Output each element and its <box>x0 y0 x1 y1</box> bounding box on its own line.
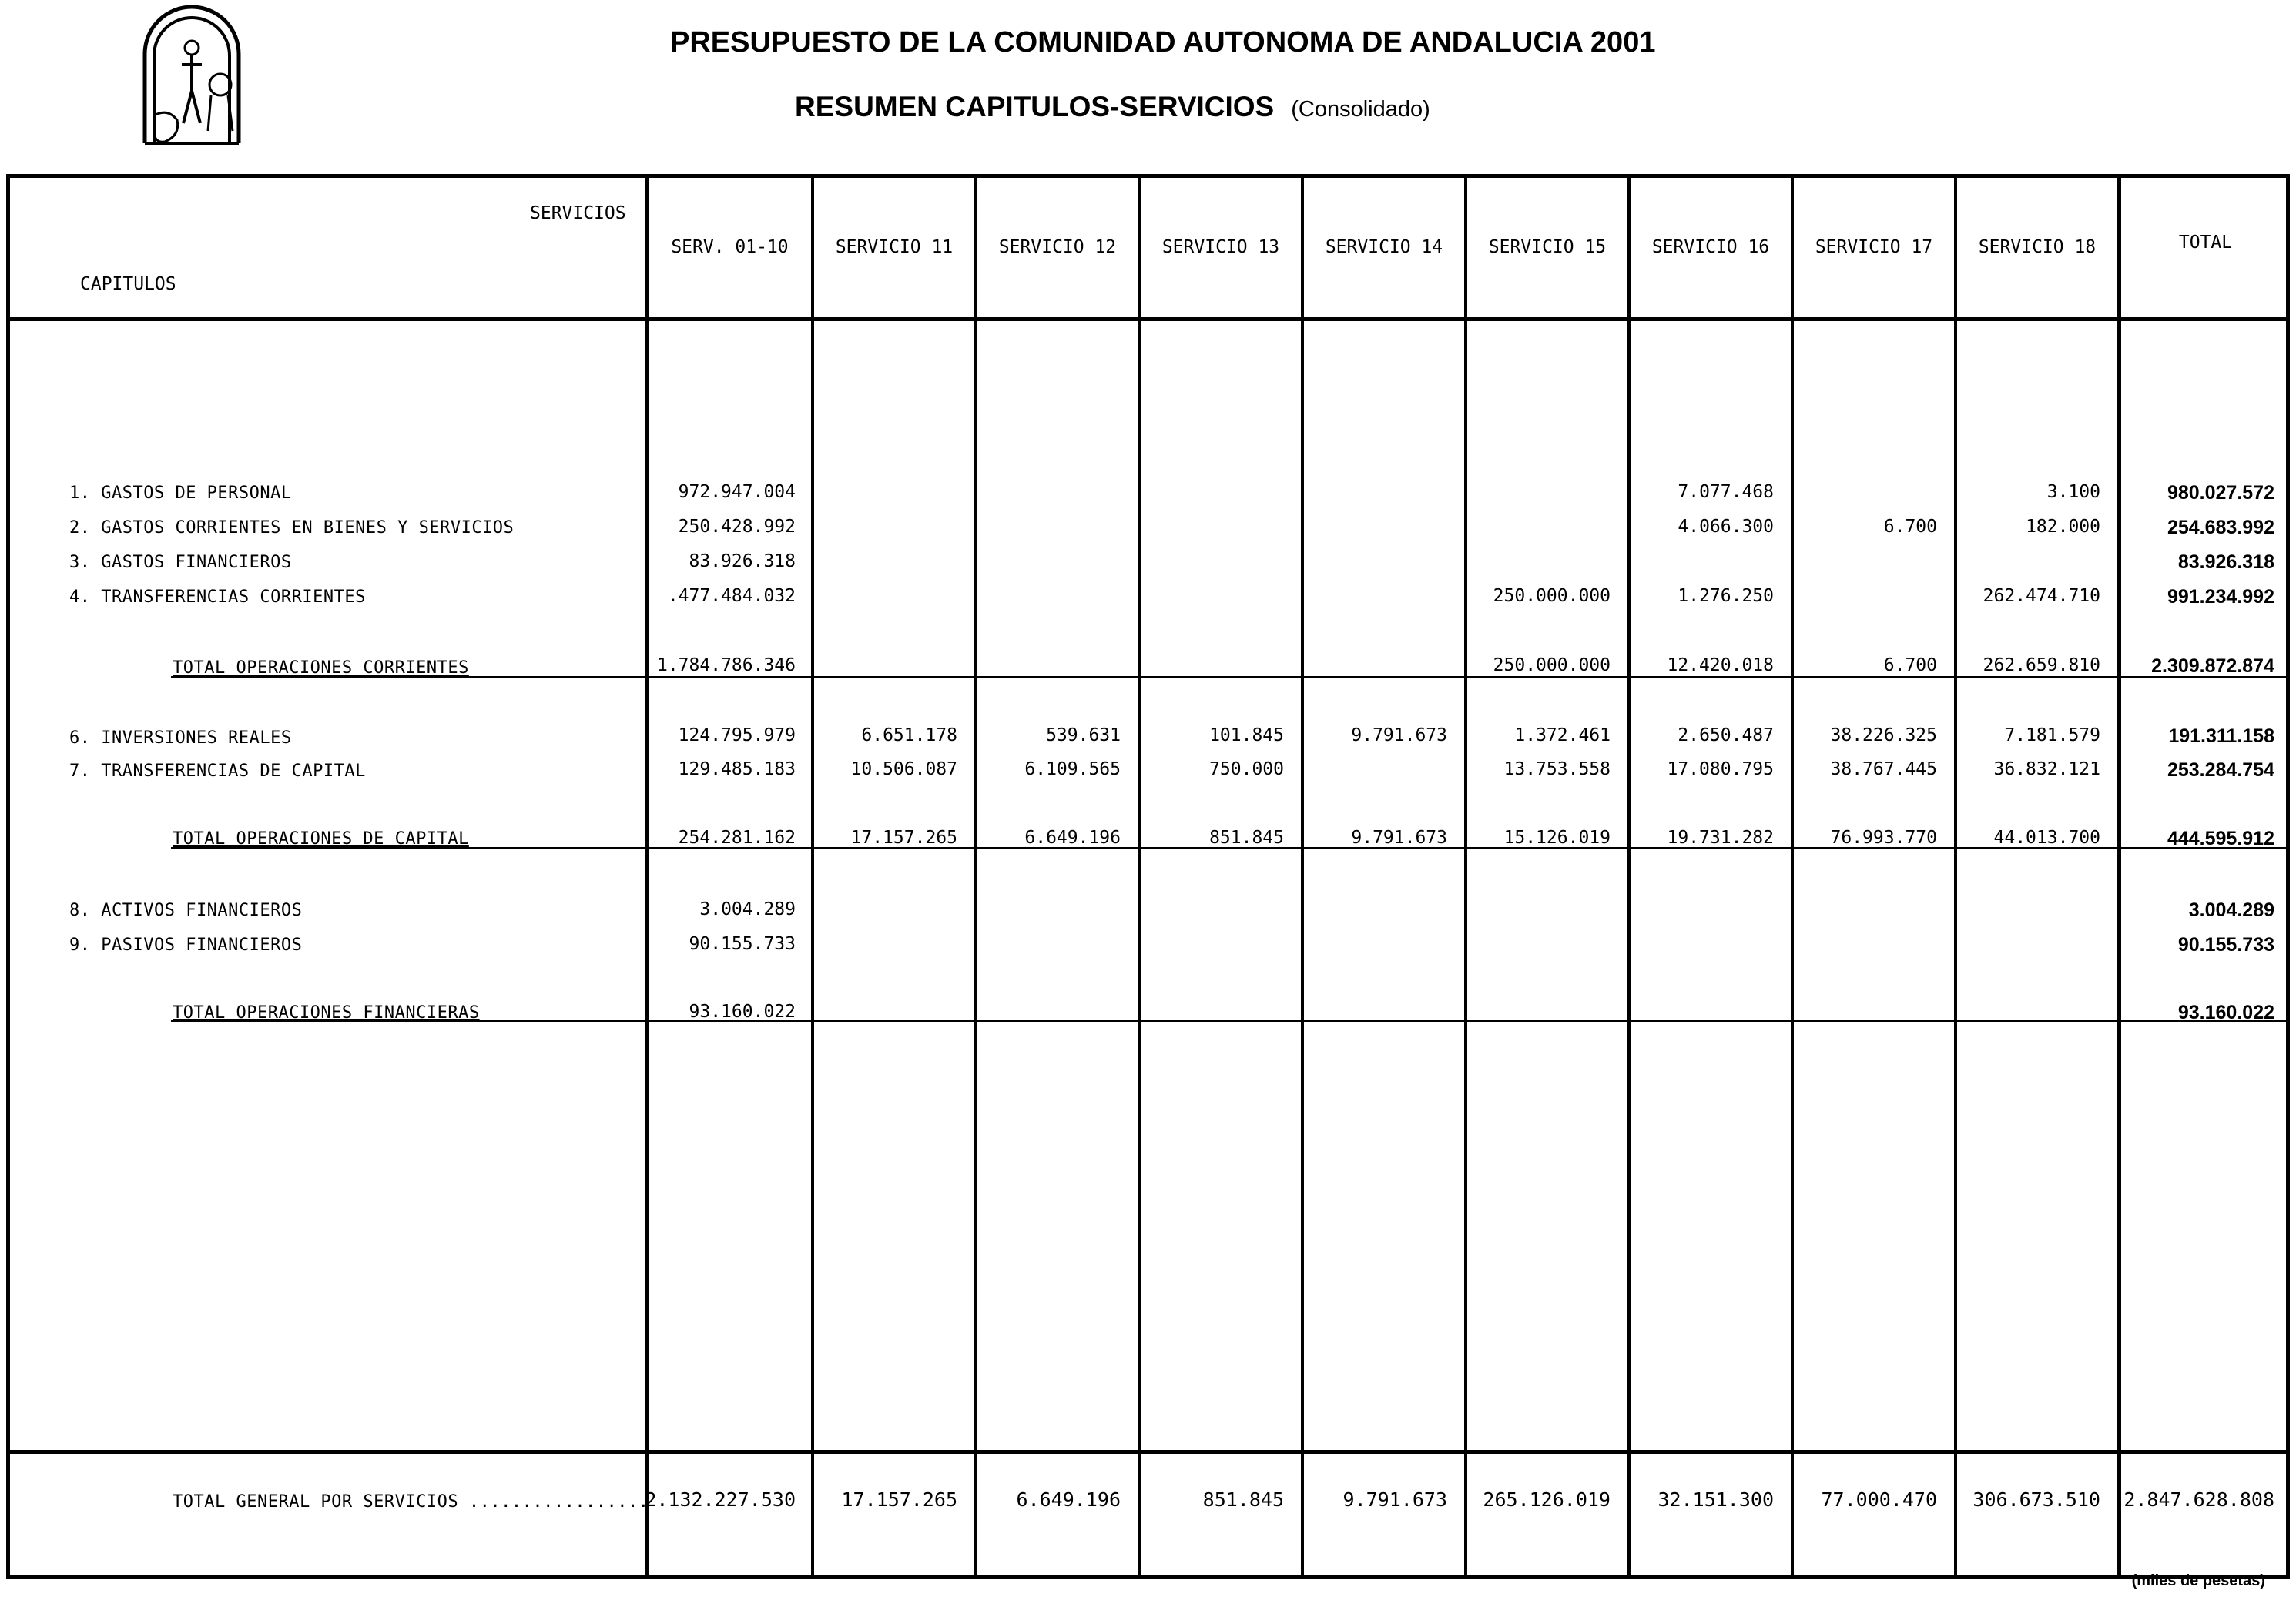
table-cell: 93.160.022 <box>2177 1002 2274 1023</box>
table-cell: 90.155.733 <box>2177 934 2274 956</box>
table-cell: 972.947.004 <box>678 482 796 502</box>
grand-total-cell: 851.845 <box>1202 1488 1284 1511</box>
subtotal-label: TOTAL OPERACIONES DE CAPITAL <box>173 829 469 849</box>
table-cell: 15.126.019 <box>1503 828 1611 848</box>
table-cell: 90.155.733 <box>689 934 796 954</box>
table-cell: 253.284.754 <box>2167 759 2274 781</box>
table-cell: 12.420.018 <box>1667 655 1774 675</box>
table-cell: 7.077.468 <box>1678 482 1774 502</box>
table-cell: 262.659.810 <box>1983 655 2100 675</box>
col-header: SERVICIO 16 <box>1651 237 1770 257</box>
grand-total-divider <box>6 1450 2290 1454</box>
table-cell: 1.784.786.346 <box>656 655 796 675</box>
table-cell: 10.506.087 <box>850 759 957 779</box>
subtotal-label: TOTAL OPERACIONES CORRIENTES <box>173 658 469 678</box>
corner-servicios: SERVICIOS <box>530 203 626 223</box>
table-cell: 124.795.979 <box>678 725 796 745</box>
table-cell: 101.845 <box>1209 725 1284 745</box>
table-cell: 6.700 <box>1883 517 1937 537</box>
table-cell: 129.485.183 <box>678 759 796 779</box>
table-cell: 539.631 <box>1046 725 1121 745</box>
col-header: SERVICIO 18 <box>1978 237 2097 257</box>
table-cell: 254.281.162 <box>678 828 796 848</box>
table-cell: 83.926.318 <box>2177 551 2274 573</box>
table-cell: 6.651.178 <box>861 725 957 745</box>
table-cell: 9.791.673 <box>1351 725 1447 745</box>
table-cell: 182.000 <box>2026 517 2100 537</box>
subtotal-line <box>171 1020 2290 1022</box>
col-divider <box>974 174 977 1579</box>
row-label: 1. GASTOS DE PERSONAL <box>69 484 292 503</box>
table-cell: 9.791.673 <box>1351 828 1447 848</box>
table-cell: 38.767.445 <box>1830 759 1937 779</box>
table-cell: 38.226.325 <box>1830 725 1937 745</box>
table-cell: 191.311.158 <box>2168 725 2274 747</box>
table-cell: 2.309.872.874 <box>2151 655 2274 677</box>
table-cell: 4.066.300 <box>1678 517 1774 537</box>
col-divider <box>1791 174 1794 1579</box>
table-cell: 83.926.318 <box>689 551 796 571</box>
grand-total-cell: 77.000.470 <box>1821 1488 1937 1511</box>
table-cell: 250.000.000 <box>1493 586 1611 606</box>
grand-total-cell: 2.132.227.530 <box>645 1488 796 1511</box>
col-divider <box>1301 174 1304 1579</box>
col-header: SERVICIO 11 <box>835 237 954 257</box>
grand-total-cell: 6.649.196 <box>1016 1488 1121 1511</box>
table-cell: 6.700 <box>1883 655 1937 675</box>
row-label: 4. TRANSFERENCIAS CORRIENTES <box>69 588 366 607</box>
col-header: SERVICIO 15 <box>1488 237 1607 257</box>
row-label: 7. TRANSFERENCIAS DE CAPITAL <box>69 762 366 781</box>
table-cell: 17.157.265 <box>850 828 957 848</box>
col-divider <box>1138 174 1141 1579</box>
corner-capitulos: CAPITULOS <box>80 274 176 294</box>
units-note: (miles de pesetas) <box>2131 1572 2265 1589</box>
table-cell: 76.993.770 <box>1830 828 1937 848</box>
grand-total-cell: 9.791.673 <box>1342 1488 1447 1511</box>
col-divider <box>1464 174 1467 1579</box>
col-header: SERV. 01-10 <box>671 237 789 257</box>
table-cell: 444.595.912 <box>2167 828 2274 849</box>
col-header: SERVICIO 12 <box>998 237 1117 257</box>
col-header-total: TOTAL <box>2178 233 2233 253</box>
grand-total-label: TOTAL GENERAL POR SERVICIOS ................. <box>173 1492 649 1512</box>
row-label: 3. GASTOS FINANCIEROS <box>69 553 292 572</box>
table-cell: 980.027.572 <box>2167 482 2274 504</box>
grand-total-cell: 265.126.019 <box>1483 1488 1611 1511</box>
table-cell: 6.649.196 <box>1024 828 1121 848</box>
col-divider <box>645 174 649 1579</box>
table-cell: 750.000 <box>1209 759 1284 779</box>
col-divider-total <box>2117 174 2121 1579</box>
table-cell: 250.000.000 <box>1493 655 1611 675</box>
junta-andalucia-logo <box>137 0 246 151</box>
table-cell: 36.832.121 <box>1993 759 2100 779</box>
col-divider <box>811 174 814 1579</box>
table-cell: 3.004.289 <box>699 899 796 919</box>
page-subtitle <box>795 91 1430 123</box>
table-cell: 262.474.710 <box>1983 586 2100 606</box>
table-cell: 93.160.022 <box>689 1002 796 1022</box>
table-cell: 13.753.558 <box>1503 759 1611 779</box>
col-divider <box>1954 174 1957 1579</box>
table-cell: 991.234.992 <box>2167 586 2274 608</box>
table-cell: 1.276.250 <box>1678 586 1774 606</box>
summary-table <box>6 174 2290 1579</box>
subtotal-label: TOTAL OPERACIONES FINANCIERAS <box>173 1003 480 1023</box>
subtotal-line <box>171 676 2290 678</box>
table-cell: 7.181.579 <box>2004 725 2100 745</box>
col-divider <box>1627 174 1631 1579</box>
grand-total-cell: 17.157.265 <box>841 1488 957 1511</box>
table-cell: 19.731.282 <box>1667 828 1774 848</box>
table-cell: .477.484.032 <box>667 586 796 606</box>
row-label: 2. GASTOS CORRIENTES EN BIENES Y SERVICIOS <box>69 518 515 537</box>
table-cell: 17.080.795 <box>1667 759 1774 779</box>
table-cell: 3.100 <box>2046 482 2100 502</box>
table-cell: 851.845 <box>1209 828 1284 848</box>
col-header: SERVICIO 14 <box>1325 237 1443 257</box>
row-label: 8. ACTIVOS FINANCIEROS <box>69 901 303 920</box>
header-divider <box>6 317 2290 321</box>
table-cell: 254.683.992 <box>2167 517 2274 538</box>
table-cell: 44.013.700 <box>1993 828 2100 848</box>
grand-total-cell: 306.673.510 <box>1973 1488 2100 1511</box>
table-cell: 1.372.461 <box>1514 725 1611 745</box>
subtitle-note: (Consolidado) <box>1291 97 1430 122</box>
col-header: SERVICIO 13 <box>1161 237 1280 257</box>
grand-total-cell: 32.151.300 <box>1657 1488 1774 1511</box>
table-cell: 6.109.565 <box>1024 759 1121 779</box>
table-cell: 2.650.487 <box>1678 725 1774 745</box>
col-header: SERVICIO 17 <box>1815 237 1933 257</box>
table-cell: 3.004.289 <box>2188 899 2274 921</box>
table-cell: 250.428.992 <box>678 517 796 537</box>
page-title: PRESUPUESTO DE LA COMUNIDAD AUTONOMA DE ANDALUCIA 2001 <box>670 26 1656 59</box>
grand-total-cell: 2.847.628.808 <box>2123 1488 2274 1511</box>
row-label: 9. PASIVOS FINANCIEROS <box>69 936 303 955</box>
subtitle-text: RESUMEN CAPITULOS-SERVICIOS <box>795 91 1275 122</box>
row-label: 6. INVERSIONES REALES <box>69 728 292 748</box>
